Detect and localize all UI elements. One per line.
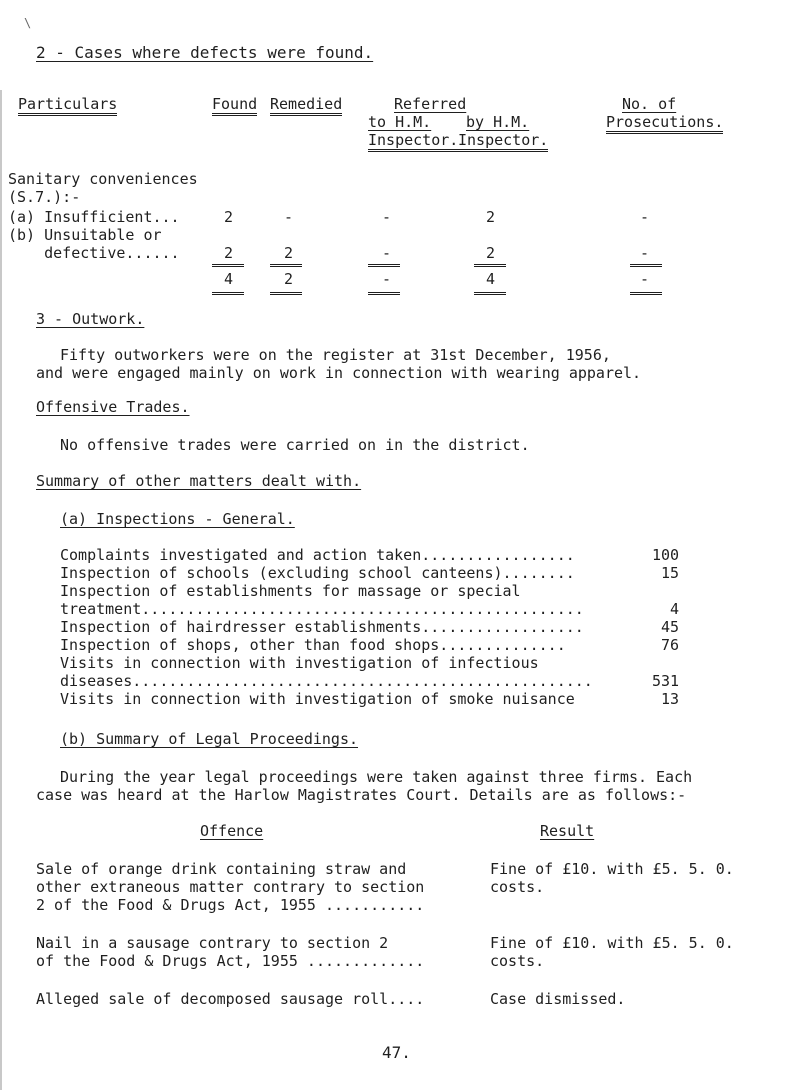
inspection-item-text: Inspection of hairdresser establishments.................. (60, 618, 584, 636)
case-offence-line: Alleged sale of decomposed sausage roll.... (36, 990, 425, 1008)
case-result-line: costs. (490, 878, 545, 896)
row-b-label-cont: defective...... (8, 244, 180, 262)
binding-margin (0, 90, 2, 1090)
group-label-section: (S.7.):- (8, 188, 81, 206)
legal-intro-2: case was heard at the Harlow Magistrates Court. Details are as follows:- (36, 786, 687, 804)
result-column-header: Result (540, 822, 595, 840)
case-result-line: Fine of £10. with £5. 5. 0. (490, 934, 734, 952)
inspection-item-value: 45 (661, 618, 680, 636)
total-rule-by-hm (474, 264, 506, 267)
inspection-item-value: 531 (652, 672, 680, 690)
double-rule-remedied (270, 292, 302, 295)
total-rule-prosecutions (630, 264, 662, 267)
inspection-item-text: Inspection of shops, other than food shops.............. (60, 636, 566, 654)
case-result-line: Fine of £10. with £5. 5. 0. (490, 860, 734, 878)
offensive-text: No offensive trades were carried on in the district. (60, 436, 530, 454)
outwork-line-2: and were engaged mainly on work in connection with wearing apparel. (36, 364, 642, 382)
row-b-label: (b) Unsuitable or (8, 226, 162, 244)
group-label: Sanitary conveniences (8, 170, 198, 188)
offensive-heading: Offensive Trades. (36, 398, 190, 416)
total-to-hm: - (382, 270, 392, 288)
double-rule-by-hm (474, 292, 506, 295)
row-a-prosecutions: - (640, 208, 650, 226)
case-offence-line: other extraneous matter contrary to section (36, 878, 425, 896)
case-result-line: costs. (490, 952, 545, 970)
inspection-item-text-cont: treatment................................................. (60, 600, 584, 618)
row-a-by-hm: 2 (486, 208, 496, 226)
summary-heading: Summary of other matters dealt with. (36, 472, 362, 490)
double-rule-found (212, 292, 244, 295)
double-rule-to-hm (368, 292, 400, 295)
row-b-remedied: 2 (284, 244, 294, 262)
header-to-hm-2: Inspector. (368, 131, 458, 152)
outwork-line-1: Fifty outworkers were on the register at 31st December, 1956, (60, 346, 611, 364)
section-title: 2 - Cases where defects were found. (36, 43, 374, 62)
outwork-heading: 3 - Outwork. (36, 310, 145, 328)
header-prosecutions-2: Prosecutions. (606, 113, 723, 134)
row-b-by-hm: 2 (486, 244, 496, 262)
inspection-item-text: Complaints investigated and action taken................. (60, 546, 575, 564)
header-referred: Referred (394, 95, 467, 113)
total-rule-found (212, 264, 244, 267)
offence-column-header: Offence (200, 822, 264, 840)
total-found: 4 (224, 270, 234, 288)
row-b-found: 2 (224, 244, 234, 262)
inspection-item-value: 100 (652, 546, 680, 564)
inspection-item-text: Inspection of establishments for massage or special (60, 582, 521, 600)
total-prosecutions: - (640, 270, 650, 288)
total-rule-remedied (270, 264, 302, 267)
inspection-item-text: Visits in connection with investigation of infectious (60, 654, 539, 672)
row-b-to-hm: - (382, 244, 392, 262)
row-a-label: (a) Insufficient... (8, 208, 180, 226)
header-by-hm-1: by H.M. (466, 113, 530, 131)
header-by-hm-2: Inspector. (458, 131, 548, 152)
double-rule-prosecutions (630, 292, 662, 295)
inspection-item-value: 15 (661, 564, 680, 582)
case-offence-line: of the Food & Drugs Act, 1955 ............. (36, 952, 425, 970)
header-particulars: Particulars (18, 95, 117, 116)
inspection-item-value: 4 (670, 600, 680, 618)
inspection-item-text: Inspection of schools (excluding school canteens)........ (60, 564, 575, 582)
header-to-hm-1: to H.M. (368, 113, 432, 131)
inspection-item-value: 76 (661, 636, 680, 654)
case-offence-line: Nail in a sausage contrary to section 2 (36, 934, 389, 952)
case-offence-line: 2 of the Food & Drugs Act, 1955 ........... (36, 896, 425, 914)
row-a-to-hm: - (382, 208, 392, 226)
page-number: 47. (382, 1043, 411, 1062)
inspection-item-text-cont: diseases................................................... (60, 672, 593, 690)
inspections-heading: (a) Inspections - General. (60, 510, 295, 528)
legal-heading: (b) Summary of Legal Proceedings. (60, 730, 359, 748)
inspection-item-value: 13 (661, 690, 680, 708)
case-offence-line: Sale of orange drink containing straw and (36, 860, 407, 878)
corner-mark: \ (24, 16, 32, 30)
header-prosecutions-1: No. of (622, 95, 677, 113)
inspection-item-text: Visits in connection with investigation of smoke nuisance (60, 690, 575, 708)
header-found: Found (212, 95, 257, 116)
row-b-prosecutions: - (640, 244, 650, 262)
total-rule-to-hm (368, 264, 400, 267)
legal-intro-1: During the year legal proceedings were taken against three firms. Each (60, 768, 693, 786)
row-a-remedied: - (284, 208, 294, 226)
total-remedied: 2 (284, 270, 294, 288)
header-remedied: Remedied (270, 95, 342, 116)
total-by-hm: 4 (486, 270, 496, 288)
row-a-found: 2 (224, 208, 234, 226)
case-result-line: Case dismissed. (490, 990, 626, 1008)
